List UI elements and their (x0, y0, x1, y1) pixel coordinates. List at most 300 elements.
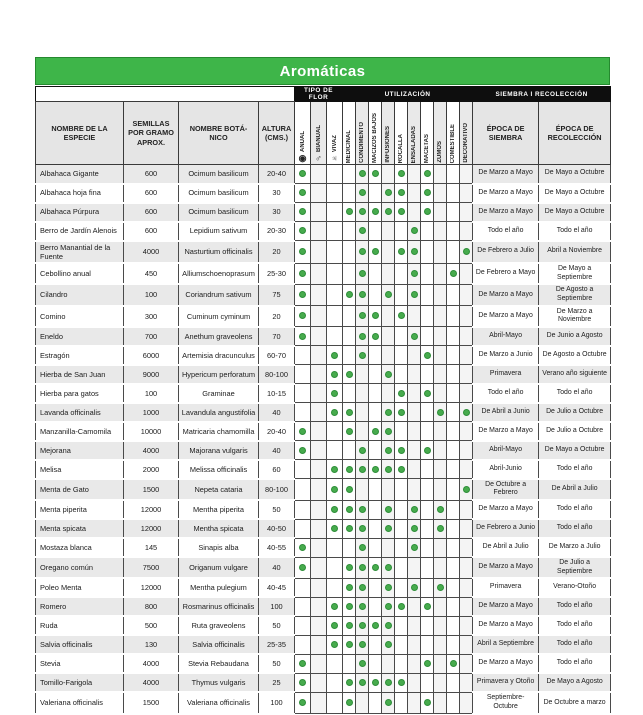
uso-cell (395, 616, 408, 635)
botanical-name-cell: Matricaria chamomilla (179, 422, 259, 441)
harvest-season-cell: De Julio a Septiembre (539, 557, 611, 578)
flower-type-cell (311, 403, 327, 422)
uso-cell (460, 306, 473, 327)
flower-type-cell (327, 203, 343, 222)
uso-cell (408, 306, 421, 327)
flower-col-vivaz-label: VIVAZ (331, 134, 338, 152)
species-name-cell: Romero (36, 597, 124, 616)
col-header-epoca-siembra: ÉPOCA DE SIEMBRA (473, 102, 539, 165)
uso-cell (447, 479, 460, 500)
seeds-per-gram-cell: 600 (124, 184, 179, 203)
uso-cell (434, 284, 447, 305)
herb-row (36, 327, 611, 346)
uso-cell (421, 673, 434, 692)
green-dot-icon (424, 603, 431, 610)
uso-cell (447, 403, 460, 422)
green-dot-icon (372, 312, 379, 319)
flower-type-cell (295, 635, 311, 654)
height-cell: 40-50 (259, 519, 295, 538)
uso-cell (395, 557, 408, 578)
uso-cell (356, 519, 369, 538)
seeds-per-gram-cell: 1000 (124, 403, 179, 422)
uso-cell (408, 460, 421, 479)
herb-table-body (36, 165, 611, 714)
sowing-season-cell: Primavera (473, 578, 539, 597)
green-dot-icon (299, 227, 306, 234)
herb-row (36, 500, 611, 519)
green-dot-icon (359, 584, 366, 591)
species-name-cell: Hierba para gatos (36, 384, 124, 403)
flower-type-cell (295, 597, 311, 616)
height-cell: 10-15 (259, 384, 295, 403)
botanical-name-cell: Lavandula angustifolia (179, 403, 259, 422)
flower-type-cell (295, 578, 311, 597)
species-name-cell: Albahaca hoja fina (36, 184, 124, 203)
uso-cell (343, 241, 356, 264)
uso-cell (369, 306, 382, 327)
uso-cell (382, 327, 395, 346)
uso-cell (434, 346, 447, 365)
botanical-name-cell: Hypericum perforatum (179, 365, 259, 384)
green-dot-icon (359, 603, 366, 610)
seeds-per-gram-cell: 7500 (124, 557, 179, 578)
harvest-season-cell: De Marzo a Julio (539, 538, 611, 557)
seeds-per-gram-cell: 1500 (124, 692, 179, 713)
uso-cell (382, 222, 395, 241)
green-dot-icon (398, 208, 405, 215)
uso-cell (434, 673, 447, 692)
green-dot-icon (398, 679, 405, 686)
herb-row (36, 616, 611, 635)
sowing-season-cell: De Marzo a Mayo (473, 306, 539, 327)
flower-type-cell (311, 241, 327, 264)
green-dot-icon (424, 660, 431, 667)
flower-type-cell (295, 222, 311, 241)
uso-cell (382, 403, 395, 422)
uso-cell (343, 422, 356, 441)
uso-cell (356, 403, 369, 422)
uso-cell (343, 616, 356, 635)
green-dot-icon (385, 584, 392, 591)
sowing-season-cell: Abril-Mayo (473, 327, 539, 346)
sowing-season-cell: Septiembre-Octubre (473, 692, 539, 713)
green-dot-icon (299, 189, 306, 196)
uso-cell (434, 403, 447, 422)
uso-cell (356, 203, 369, 222)
uso-cell (460, 519, 473, 538)
flower-type-cell (311, 597, 327, 616)
uso-cell (356, 578, 369, 597)
uso-cell (356, 327, 369, 346)
uso-cell (447, 241, 460, 264)
flower-type-cell (295, 479, 311, 500)
uso-cell (434, 327, 447, 346)
green-dot-icon (359, 333, 366, 340)
seeds-per-gram-cell: 12000 (124, 500, 179, 519)
botanical-name-cell: Salvia officinalis (179, 635, 259, 654)
uso-cell (356, 241, 369, 264)
sowing-season-cell: De Marzo a Mayo (473, 654, 539, 673)
uso-cell (356, 692, 369, 713)
harvest-season-cell: Todo el año (539, 222, 611, 241)
seeds-per-gram-cell: 145 (124, 538, 179, 557)
flower-type-cell (327, 654, 343, 673)
flower-type-cell (295, 538, 311, 557)
uso-cell (369, 165, 382, 184)
green-dot-icon (398, 170, 405, 177)
uso-cell (343, 538, 356, 557)
species-name-cell: Lavanda officinalis (36, 403, 124, 422)
green-dot-icon (359, 660, 366, 667)
uso-cell (460, 597, 473, 616)
herb-row (36, 403, 611, 422)
green-dot-icon (424, 170, 431, 177)
green-dot-icon (398, 390, 405, 397)
uso-col-condimento-label: CONDIMENTO (359, 122, 365, 163)
herb-row (36, 365, 611, 384)
uso-cell (408, 597, 421, 616)
green-dot-icon (385, 699, 392, 706)
uso-cell (447, 365, 460, 384)
seeds-per-gram-cell: 130 (124, 635, 179, 654)
flower-type-cell (295, 500, 311, 519)
uso-cell (408, 692, 421, 713)
sowing-season-cell: Todo el año (473, 222, 539, 241)
green-dot-icon (331, 486, 338, 493)
flower-type-cell (295, 519, 311, 538)
seeds-per-gram-cell: 12000 (124, 578, 179, 597)
green-dot-icon (411, 333, 418, 340)
uso-cell (408, 479, 421, 500)
uso-cell (382, 184, 395, 203)
green-dot-icon (385, 603, 392, 610)
uso-cell (343, 654, 356, 673)
botanical-name-cell: Lepidium sativum (179, 222, 259, 241)
harvest-season-cell: Verano-Otoño (539, 578, 611, 597)
uso-cell (447, 500, 460, 519)
uso-cell (434, 616, 447, 635)
uso-cell (369, 538, 382, 557)
flower-type-cell (311, 327, 327, 346)
seeds-per-gram-cell: 100 (124, 284, 179, 305)
harvest-season-cell: De Mayo a Septiembre (539, 263, 611, 284)
uso-cell (382, 519, 395, 538)
harvest-season-cell: Todo el año (539, 460, 611, 479)
uso-cell (434, 654, 447, 673)
harvest-season-cell: De Mayo a Agosto (539, 673, 611, 692)
green-dot-icon (372, 466, 379, 473)
uso-cell (369, 460, 382, 479)
uso-cell (434, 384, 447, 403)
uso-cell (434, 578, 447, 597)
height-cell: 40 (259, 403, 295, 422)
uso-cell (408, 578, 421, 597)
seeds-per-gram-cell: 300 (124, 306, 179, 327)
uso-cell (356, 673, 369, 692)
uso-col-condimento (356, 102, 369, 165)
green-dot-icon (398, 447, 405, 454)
species-name-cell: Comino (36, 306, 124, 327)
uso-cell (421, 441, 434, 460)
green-dot-icon (331, 603, 338, 610)
green-dot-icon (450, 270, 457, 277)
uso-cell (447, 460, 460, 479)
uso-cell (408, 500, 421, 519)
green-dot-icon (346, 584, 353, 591)
uso-cell (382, 365, 395, 384)
harvest-season-cell: Todo el año (539, 635, 611, 654)
green-dot-icon (437, 409, 444, 416)
uso-cell (447, 346, 460, 365)
green-dot-icon (346, 525, 353, 532)
herb-row (36, 460, 611, 479)
flower-type-cell (327, 346, 343, 365)
uso-cell (343, 346, 356, 365)
botanical-name-cell: Alliumschoenoprasum (179, 263, 259, 284)
herb-row (36, 203, 611, 222)
uso-cell (421, 184, 434, 203)
green-dot-icon (359, 506, 366, 513)
height-cell: 60 (259, 460, 295, 479)
uso-cell (447, 327, 460, 346)
uso-cell (395, 673, 408, 692)
green-dot-icon (385, 428, 392, 435)
uso-cell (421, 557, 434, 578)
sowing-season-cell: De Marzo a Junio (473, 346, 539, 365)
uso-cell (382, 654, 395, 673)
uso-cell (460, 422, 473, 441)
uso-cell (382, 557, 395, 578)
herb-row (36, 263, 611, 284)
green-dot-icon (424, 390, 431, 397)
uso-cell (382, 673, 395, 692)
green-dot-icon (385, 622, 392, 629)
flower-type-cell (295, 184, 311, 203)
uso-cell (447, 654, 460, 673)
sowing-season-cell: De Marzo a Mayo (473, 597, 539, 616)
sowing-season-cell: De Marzo a Mayo (473, 616, 539, 635)
flower-type-cell (327, 519, 343, 538)
uso-cell (447, 597, 460, 616)
uso-cell (434, 479, 447, 500)
uso-cell (447, 538, 460, 557)
height-cell: 80-100 (259, 479, 295, 500)
sowing-season-cell: Abril a Septiembre (473, 635, 539, 654)
flower-type-cell (311, 557, 327, 578)
flower-type-cell (311, 306, 327, 327)
uso-cell (369, 673, 382, 692)
uso-cell (356, 384, 369, 403)
flower-type-cell (295, 692, 311, 713)
uso-cell (395, 538, 408, 557)
green-dot-icon (385, 679, 392, 686)
uso-cell (421, 538, 434, 557)
green-dot-icon (299, 208, 306, 215)
uso-cell (369, 241, 382, 264)
uso-cell (460, 538, 473, 557)
herb-row (36, 222, 611, 241)
green-dot-icon (359, 447, 366, 454)
species-name-cell: Eneldo (36, 327, 124, 346)
flower-type-cell (311, 616, 327, 635)
uso-cell (421, 500, 434, 519)
green-dot-icon (359, 544, 366, 551)
uso-cell (434, 365, 447, 384)
green-dot-icon (331, 409, 338, 416)
flower-type-cell (327, 327, 343, 346)
uso-cell (434, 597, 447, 616)
uso-cell (343, 479, 356, 500)
uso-cell (460, 403, 473, 422)
green-dot-icon (424, 189, 431, 196)
seeds-per-gram-cell: 9000 (124, 365, 179, 384)
height-cell: 20-40 (259, 422, 295, 441)
flower-type-cell (327, 616, 343, 635)
green-dot-icon (385, 564, 392, 571)
uso-cell (395, 460, 408, 479)
flower-type-cell (311, 635, 327, 654)
uso-cell (460, 578, 473, 597)
uso-col-comestible (447, 102, 460, 165)
uso-cell (369, 578, 382, 597)
uso-cell (395, 479, 408, 500)
uso-cell (447, 384, 460, 403)
uso-cell (460, 384, 473, 403)
herb-row (36, 692, 611, 713)
height-cell: 20 (259, 306, 295, 327)
uso-cell (434, 241, 447, 264)
uso-cell (447, 306, 460, 327)
flower-col-bianual (311, 102, 327, 165)
seeds-per-gram-cell: 4000 (124, 654, 179, 673)
herb-catalog-page (35, 57, 610, 715)
uso-cell (395, 635, 408, 654)
height-cell: 40-45 (259, 578, 295, 597)
uso-cell (343, 460, 356, 479)
table-title-banner (35, 57, 610, 85)
seeds-per-gram-cell: 600 (124, 222, 179, 241)
uso-cell (408, 635, 421, 654)
herb-row (36, 479, 611, 500)
species-name-cell: Menta piperita (36, 500, 124, 519)
green-dot-icon (411, 525, 418, 532)
uso-cell (382, 422, 395, 441)
uso-cell (356, 365, 369, 384)
herb-row (36, 519, 611, 538)
species-name-cell: Menta de Gato (36, 479, 124, 500)
uso-cell (434, 203, 447, 222)
sowing-season-cell: Primavera y Otoño (473, 673, 539, 692)
harvest-season-cell: Todo el año (539, 384, 611, 403)
sowing-season-cell: Abril-Mayo (473, 441, 539, 460)
species-name-cell: Estragón (36, 346, 124, 365)
harvest-season-cell: De Abril a Julio (539, 479, 611, 500)
uso-cell (395, 263, 408, 284)
uso-cell (460, 500, 473, 519)
group-header-row (36, 87, 611, 102)
uso-cell (369, 597, 382, 616)
flower-type-cell (311, 479, 327, 500)
uso-cell (408, 519, 421, 538)
green-dot-icon (398, 409, 405, 416)
uso-cell (447, 263, 460, 284)
green-dot-icon (346, 641, 353, 648)
col-header-especie: NOMBRE DE LA ESPECIE (36, 102, 124, 165)
uso-col-infusiones-label: INFUSIONES (385, 126, 391, 163)
green-dot-icon (359, 622, 366, 629)
uso-cell (434, 263, 447, 284)
green-dot-icon (359, 641, 366, 648)
uso-cell (343, 222, 356, 241)
uso-cell (460, 654, 473, 673)
uso-cell (460, 327, 473, 346)
green-dot-icon (372, 208, 379, 215)
green-dot-icon (346, 466, 353, 473)
green-dot-icon (359, 466, 366, 473)
green-dot-icon (385, 208, 392, 215)
green-dot-icon (331, 506, 338, 513)
green-dot-icon (359, 189, 366, 196)
green-dot-icon (331, 352, 338, 359)
uso-cell (460, 673, 473, 692)
uso-cell (447, 635, 460, 654)
uso-cell (382, 263, 395, 284)
flower-type-cell (327, 365, 343, 384)
species-name-cell: Ruda (36, 616, 124, 635)
uso-col-macetas (421, 102, 434, 165)
uso-cell (447, 616, 460, 635)
flower-type-cell (327, 460, 343, 479)
botanical-name-cell: Ocimum basilicum (179, 203, 259, 222)
green-dot-icon (398, 603, 405, 610)
green-dot-icon (385, 447, 392, 454)
sowing-season-cell: De Marzo a Mayo (473, 203, 539, 222)
sowing-season-cell: De Marzo a Mayo (473, 422, 539, 441)
green-dot-icon (359, 291, 366, 298)
sowing-season-cell: De Febrero a Junio (473, 519, 539, 538)
uso-cell (343, 578, 356, 597)
uso-cell (369, 284, 382, 305)
botanical-name-cell: Majorana vulgaris (179, 441, 259, 460)
green-dot-icon (411, 270, 418, 277)
uso-cell (421, 241, 434, 264)
harvest-season-cell: Todo el año (539, 597, 611, 616)
green-dot-icon (385, 641, 392, 648)
uso-cell (369, 403, 382, 422)
uso-cell (460, 346, 473, 365)
flower-type-cell (295, 241, 311, 264)
flower-type-cell (295, 306, 311, 327)
flower-col-anual (295, 102, 311, 165)
flower-type-cell (311, 203, 327, 222)
green-dot-icon (331, 622, 338, 629)
uso-cell (447, 165, 460, 184)
uso-cell (421, 327, 434, 346)
uso-cell (369, 365, 382, 384)
species-name-cell: Mostaza blanca (36, 538, 124, 557)
flower-type-cell (311, 538, 327, 557)
sowing-season-cell: De Abril a Julio (473, 538, 539, 557)
uso-cell (395, 165, 408, 184)
green-dot-icon (299, 291, 306, 298)
green-dot-icon (299, 699, 306, 706)
herb-row (36, 557, 611, 578)
sowing-season-cell: Primavera (473, 365, 539, 384)
uso-cell (434, 635, 447, 654)
harvest-season-cell: Todo el año (539, 500, 611, 519)
uso-cell (343, 692, 356, 713)
flower-type-cell (311, 500, 327, 519)
